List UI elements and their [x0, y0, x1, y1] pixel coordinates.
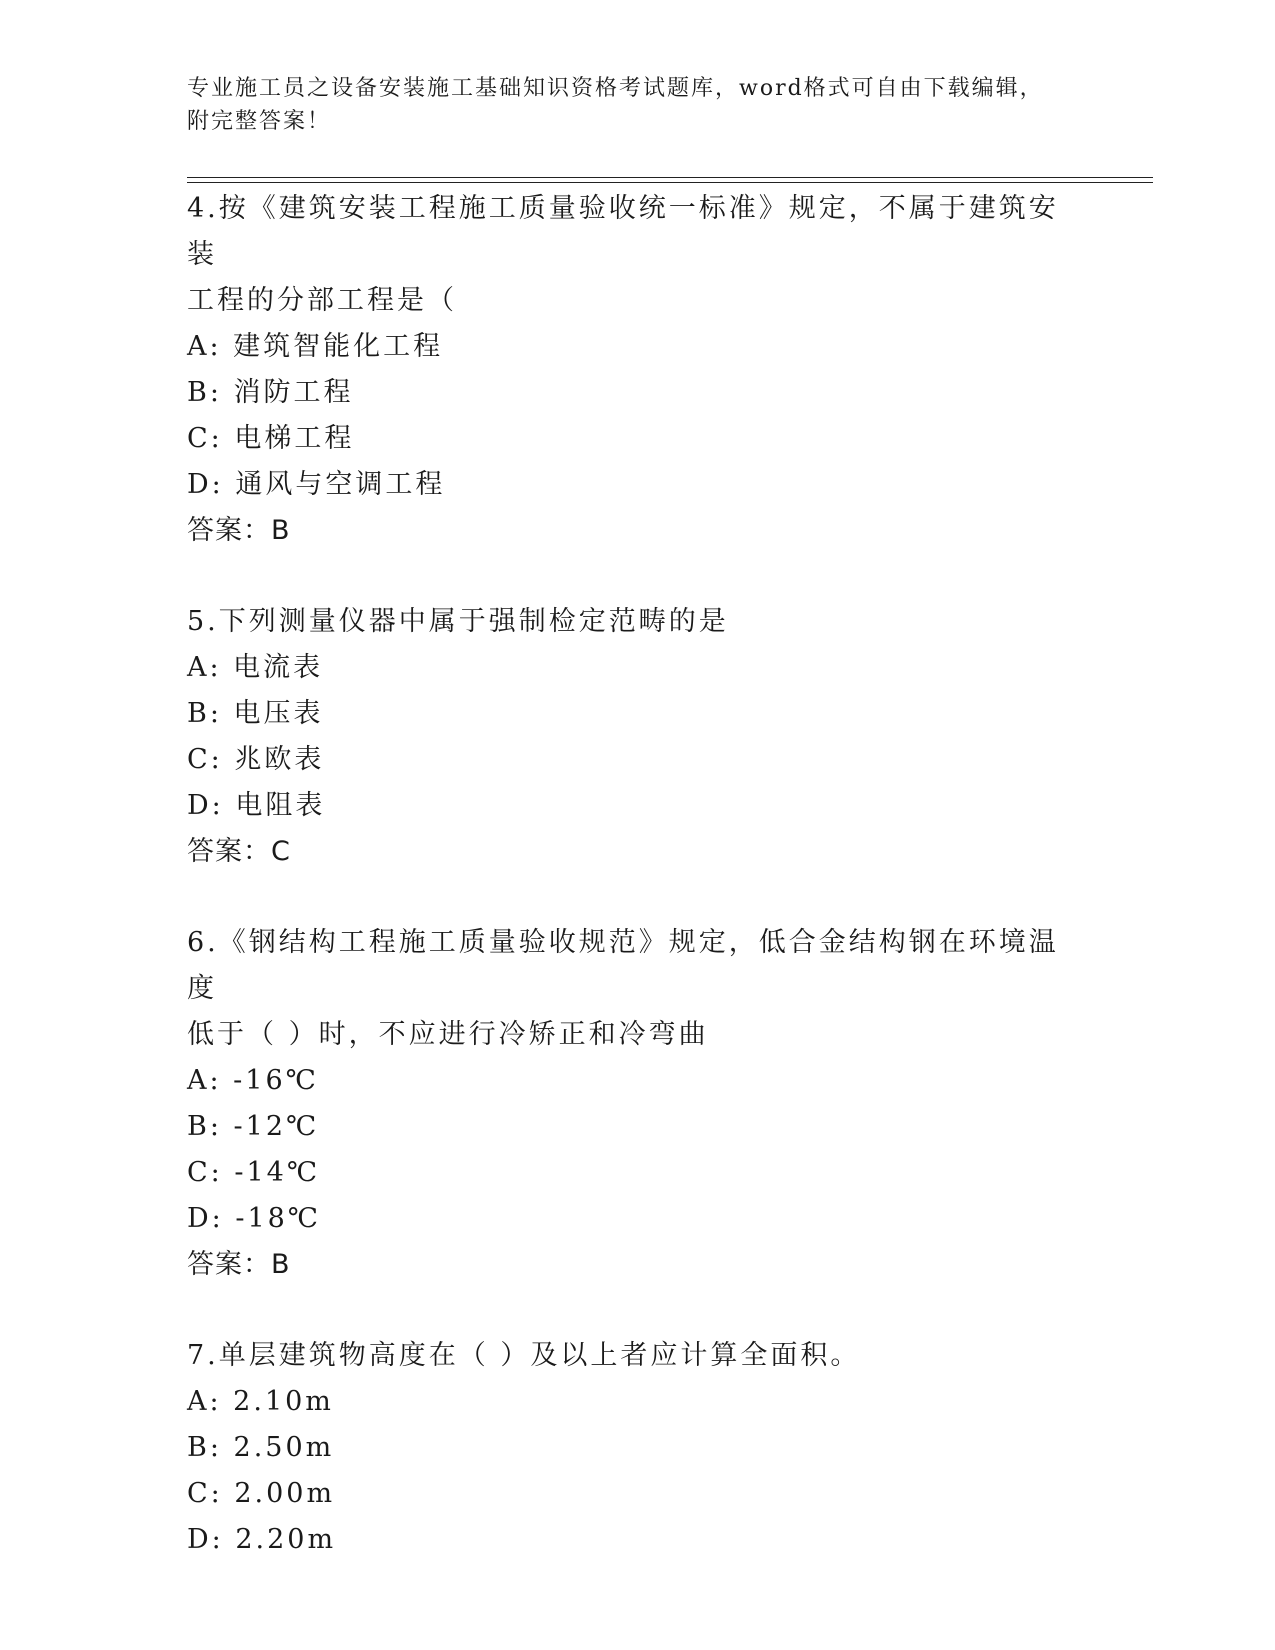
- question-list: [187, 186, 1087, 1608]
- answer-label: 答案：: [187, 1249, 271, 1280]
- option-d: D: 2.20m: [187, 1524, 337, 1555]
- option-b: B: 电压表: [187, 698, 324, 729]
- question-text-line-2: 工程的分部工程是（: [187, 285, 457, 316]
- question-5: [187, 599, 1087, 875]
- header-divider-top: [187, 177, 1153, 178]
- answer-value: B: [271, 1249, 291, 1280]
- answer-value: B: [271, 515, 291, 546]
- option-c: C: 电梯工程: [187, 423, 355, 454]
- question-text-line-1: 4.按《建筑安装工程施工质量验收统一标准》规定，不属于建筑安装: [187, 193, 1059, 270]
- answer-line: [187, 508, 1087, 554]
- option-d: D: 通风与空调工程: [187, 469, 446, 500]
- question-text-line-1: 6.《钢结构工程施工质量验收规范》规定，低合金结构钢在环境温度: [187, 927, 1059, 1004]
- document-header: [187, 72, 1067, 138]
- question-7: [187, 1333, 1087, 1563]
- option-a: A: 2.10m: [187, 1386, 334, 1417]
- header-divider-bottom: [187, 182, 1153, 183]
- answer-line: [187, 829, 1087, 875]
- answer-line: [187, 1242, 1087, 1288]
- question-4: [187, 186, 1087, 554]
- option-c: C: -14℃: [187, 1157, 321, 1188]
- option-d: D: 电阻表: [187, 790, 326, 821]
- answer-value: C: [271, 836, 291, 867]
- option-a: A: 电流表: [187, 652, 324, 683]
- header-line-1: 专业施工员之设备安装施工基础知识资格考试题库，word格式可自由下载编辑，: [187, 76, 1044, 101]
- option-c: C: 2.00m: [187, 1478, 336, 1509]
- header-line-2: 附完整答案！: [187, 109, 332, 134]
- option-a: A: -16℃: [187, 1065, 319, 1096]
- question-text-line-1: 7.单层建筑物高度在（ ）及以上者应计算全面积。: [187, 1340, 861, 1371]
- answer-label: 答案：: [187, 515, 271, 546]
- option-b: B: 消防工程: [187, 377, 354, 408]
- question-text-line-1: 5.下列测量仪器中属于强制检定范畴的是: [187, 606, 729, 637]
- option-b: B: 2.50m: [187, 1432, 335, 1463]
- option-b: B: -12℃: [187, 1111, 320, 1142]
- question-text-line-2: 低于（ ）时，不应进行冷矫正和冷弯曲: [187, 1019, 709, 1050]
- option-c: C: 兆欧表: [187, 744, 325, 775]
- option-a: A: 建筑智能化工程: [187, 331, 444, 362]
- question-6: [187, 920, 1087, 1288]
- answer-label: 答案：: [187, 836, 271, 867]
- option-d: D: -18℃: [187, 1203, 322, 1234]
